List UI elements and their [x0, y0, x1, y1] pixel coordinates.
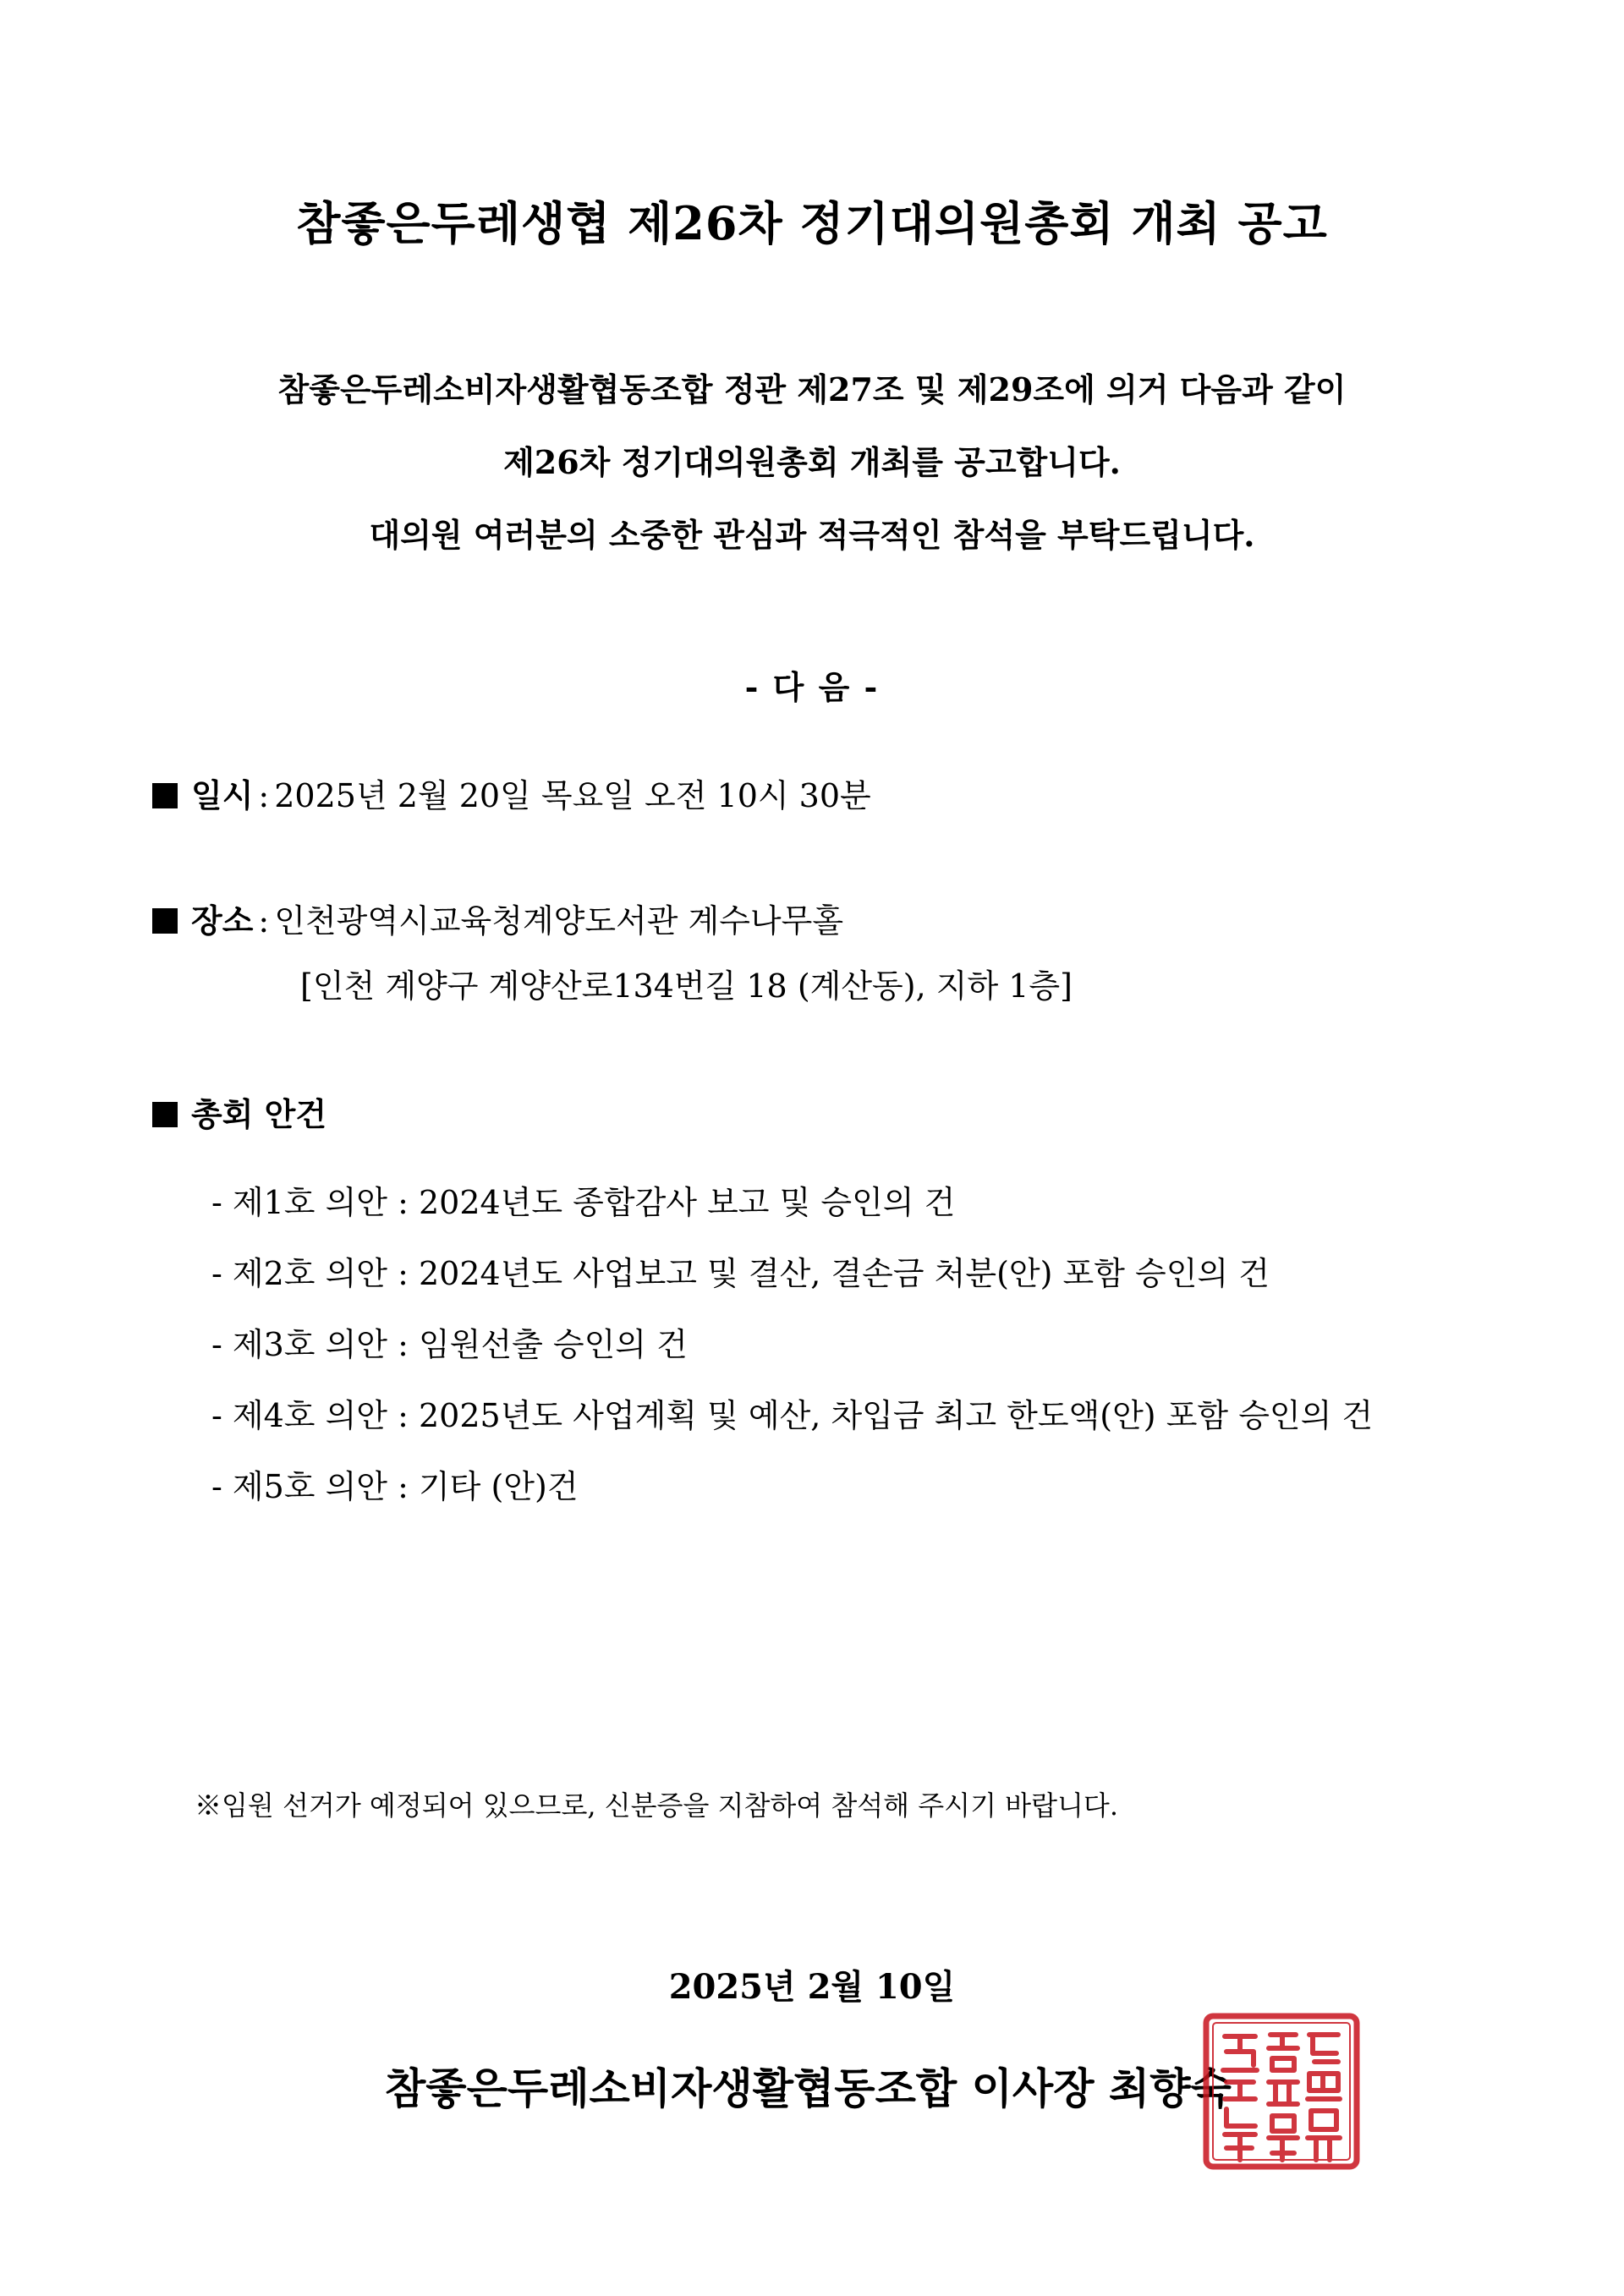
page-title: 참좋은두레생협 제26차 정기대의원총회 개최 공고 [296, 196, 1328, 250]
datetime-value: 2025년 2월 20일 목요일 오전 10시 30분 [274, 777, 871, 814]
agenda-list [211, 1167, 1373, 1522]
venue-row [152, 895, 843, 941]
datetime-label: 일시 [191, 776, 254, 814]
bullet-square-icon [152, 783, 178, 808]
official-seal-icon [1201, 2011, 1362, 2172]
notice-note: ※임원 선거가 예정되어 있으므로, 신분증을 지참하여 참석해 주시기 바랍니다. [195, 1789, 1118, 1822]
agenda-item: - 제1호 의안 : 2024년도 종합감사 보고 및 승인의 건 [211, 1184, 956, 1221]
agenda-item: - 제4호 의안 : 2025년도 사업계획 및 예산, 차입금 최고 한도액(안) 포함 승인의 건 [211, 1397, 1374, 1434]
separator: : [258, 777, 270, 814]
venue-address: [인천 계양구 계양산로134번길 18 (계산동), 지하 1층] [300, 967, 1073, 1005]
agenda-label: 총회 안건 [191, 1095, 327, 1133]
venue-label: 장소 [191, 901, 254, 940]
venue-value: 인천광역시교육청계양도서관 계수나무홀 [274, 902, 844, 940]
intro-line: 대의원 여러분의 소중한 관심과 적극적인 참석을 부탁드립니다. [369, 516, 1255, 554]
signer-line: 참좋은두레소비자생활협동조합 이사장 최향숙 [385, 2063, 1232, 2113]
separator: : [258, 902, 270, 940]
intro-line: 참좋은두레소비자생활협동조합 정관 제27조 및 제29조에 의거 다음과 같이 [277, 370, 1347, 408]
section-marker: - 다 음 - [744, 668, 880, 706]
bullet-square-icon [152, 908, 178, 934]
intro-paragraph [0, 353, 1624, 572]
issue-date: 2025년 2월 10일 [668, 1967, 956, 2007]
datetime-row [152, 770, 871, 816]
agenda-item: - 제2호 의안 : 2024년도 사업보고 및 결산, 결손금 처분(안) 포함 승인의 건 [211, 1255, 1270, 1292]
agenda-heading-row [152, 1088, 326, 1135]
agenda-item: - 제3호 의안 : 임원선출 승인의 건 [211, 1326, 688, 1363]
agenda-item: - 제5호 의안 : 기타 (안)건 [211, 1468, 579, 1505]
bullet-square-icon [152, 1102, 178, 1127]
intro-line: 제26차 정기대의원총회 개최를 공고합니다. [503, 443, 1121, 481]
